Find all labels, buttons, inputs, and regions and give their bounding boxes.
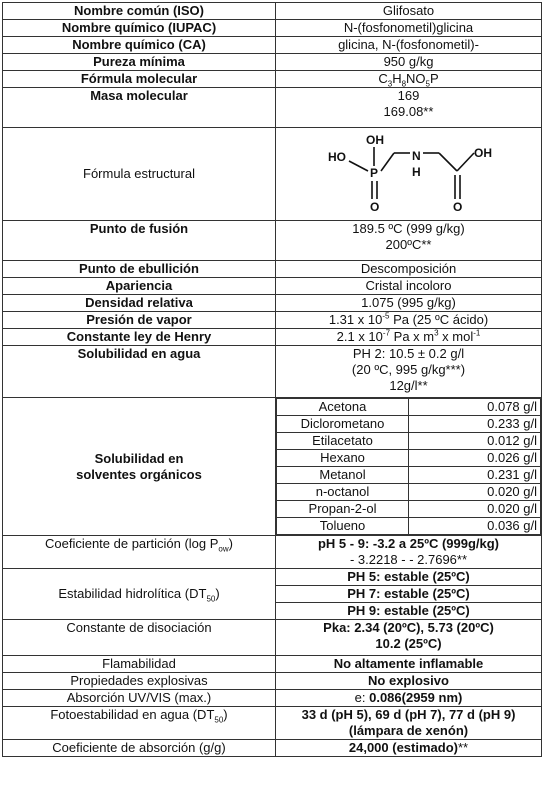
table-row — [3, 128, 542, 221]
row-value: 24,000 (estimado)** — [276, 740, 542, 757]
solvent-row — [277, 484, 541, 501]
value-line: 10.2 (25ºC) — [375, 636, 442, 651]
row-label: Fórmula molecular — [3, 71, 276, 88]
row-label: Punto de ebullición — [3, 261, 276, 278]
row-value: 1.075 (995 g/kg) — [276, 295, 542, 312]
row-label: Propiedades explosivas — [3, 673, 276, 690]
solvent-row — [277, 416, 541, 433]
value-line: 189.5 ºC (999 g/kg) — [352, 221, 465, 236]
row-label: Fotoestabilidad en agua $(DT_{50})$ — [3, 707, 276, 740]
solvent-value: 0.020 g/l — [409, 501, 541, 518]
struct-oh-right: OH — [473, 146, 492, 160]
stability-cell — [276, 569, 542, 620]
solvent-name: Tolueno — [277, 518, 409, 535]
row-label: Solubilidad en solventes orgánicos — [3, 398, 276, 536]
value-line: (20 ºC, 995 g/kg***) — [351, 362, 466, 377]
value-line: 169 — [397, 88, 420, 103]
row-label: Coeficiente de absorción (g/g) — [3, 740, 276, 757]
struct-oh-top: OH — [365, 133, 384, 147]
table-row — [3, 398, 542, 536]
value-line: 33 d (pH 5), 69 d (pH 7), 77 d (pH 9) — [301, 707, 516, 722]
row-value — [276, 346, 542, 398]
solvent-name: Propan-2-ol — [277, 501, 409, 518]
row-value — [276, 707, 542, 740]
table-row — [3, 707, 542, 740]
table-row — [3, 740, 542, 757]
value-line: PH 5: estable (25ºC) — [276, 569, 541, 586]
solvent-name: Etilacetato — [277, 433, 409, 450]
table-row — [3, 3, 542, 20]
row-value — [276, 221, 542, 261]
solvent-name: Diclorometano — [277, 416, 409, 433]
properties-table — [2, 2, 542, 757]
value-line: 12g/l** — [389, 378, 428, 393]
solvent-row — [277, 467, 541, 484]
value-line: - 3.2218 - - 2.7696** — [349, 552, 468, 567]
row-label: Punto de fusión — [3, 221, 276, 261]
row-label: Densidad relativa — [3, 295, 276, 312]
row-label: Coeficiente de partición (log $P_{ow}$) — [3, 536, 276, 569]
solvents-cell — [276, 398, 542, 536]
struct-o-bottom-2: O — [452, 200, 462, 214]
table-row — [3, 221, 542, 261]
solvent-name: n-octanol — [277, 484, 409, 501]
row-value: 2.1 x $10^{-7}$ Pa x $m^3$ x mol$^{-1}$ — [276, 329, 542, 346]
row-value: 950 g/kg — [276, 54, 542, 71]
value-line: Pka: 2.34 (20ºC), 5.73 (20ºC) — [323, 620, 494, 635]
row-label: Nombre químico (CA) — [3, 37, 276, 54]
table-row — [3, 54, 542, 71]
row-label: Constante ley de Henry — [3, 329, 276, 346]
row-value: No explosivo — [276, 673, 542, 690]
solvent-value: 0.026 g/l — [409, 450, 541, 467]
solvent-name: Metanol — [277, 467, 409, 484]
solvent-value: 0.012 g/l — [409, 433, 541, 450]
row-label: Fórmula estructural — [3, 128, 276, 221]
solvent-row — [277, 518, 541, 535]
table-row — [3, 346, 542, 398]
table-row — [3, 312, 542, 329]
row-value — [276, 620, 542, 656]
row-value: Cristal incoloro — [276, 278, 542, 295]
table-row — [3, 71, 542, 88]
struct-ho-left: HO — [327, 150, 346, 164]
struct-n: N — [411, 149, 421, 163]
table-row — [3, 295, 542, 312]
table-row — [3, 536, 542, 569]
value-line: PH 9: estable (25ºC) — [347, 603, 470, 618]
table-row — [3, 690, 542, 707]
glyphosate-structure-image — [324, 131, 494, 217]
table-row — [3, 673, 542, 690]
row-label: Nombre químico (IUPAC) — [3, 20, 276, 37]
row-label: Flamabilidad — [3, 656, 276, 673]
table-row — [3, 88, 542, 128]
row-label: Masa molecular — [3, 88, 276, 128]
row-label: Constante de disociación — [3, 620, 276, 656]
row-label: Estabilidad hidrolítica $(DT_{50})$ — [3, 569, 276, 620]
row-value — [276, 536, 542, 569]
table-row — [3, 261, 542, 278]
value-line: PH 7: estable (25ºC) — [276, 586, 541, 603]
row-label: Absorción UV/VIS (max.) — [3, 690, 276, 707]
row-value — [276, 88, 542, 128]
table-row — [3, 278, 542, 295]
table-row — [3, 620, 542, 656]
table-row — [3, 656, 542, 673]
row-value: 1.31 x $10^{-5}$ Pa (25 ºC ácido) — [276, 312, 542, 329]
solvent-value: 0.231 g/l — [409, 467, 541, 484]
row-value: Descomposición — [276, 261, 542, 278]
value-line: (lámpara de xenón) — [348, 723, 469, 738]
row-label: Presión de vapor — [3, 312, 276, 329]
solvent-value: 0.078 g/l — [409, 399, 541, 416]
row-label: Nombre común (ISO) — [3, 3, 276, 20]
solvent-name: Acetona — [277, 399, 409, 416]
solvent-row — [277, 501, 541, 518]
solvent-row — [277, 399, 541, 416]
solvent-value: 0.233 g/l — [409, 416, 541, 433]
table-row — [3, 329, 542, 346]
structural-formula — [276, 128, 542, 221]
struct-h: H — [411, 165, 421, 179]
row-value: No altamente inflamable — [276, 656, 542, 673]
solvent-value: 0.036 g/l — [409, 518, 541, 535]
table-row — [3, 37, 542, 54]
row-label: Pureza mínima — [3, 54, 276, 71]
struct-o-bottom: O — [369, 200, 379, 214]
row-value: glicina, N-(fosfonometil)- — [276, 37, 542, 54]
solvent-row — [277, 433, 541, 450]
value-line: 200ºC** — [385, 237, 432, 252]
molecular-formula: $C_3H_8NO_5P$ — [276, 71, 542, 88]
solvent-value: 0.020 g/l — [409, 484, 541, 501]
row-label: Apariencia — [3, 278, 276, 295]
row-value: e: 0.086(2959 nm) — [276, 690, 542, 707]
solvent-name: Hexano — [277, 450, 409, 467]
value-line: pH 5 - 9: -3.2 a 25ºC (999g/kg) — [317, 536, 500, 551]
table-row — [3, 569, 542, 620]
solvents-table — [276, 398, 541, 535]
row-label: Solubilidad en agua — [3, 346, 276, 398]
value-line: PH 2: 10.5 ± 0.2 g/l — [352, 346, 465, 361]
row-value: N-(fosfonometil)glicina — [276, 20, 542, 37]
value-line: 169.08** — [383, 104, 434, 119]
table-row — [3, 20, 542, 37]
row-value: Glifosato — [276, 3, 542, 20]
struct-p: P — [369, 166, 378, 180]
solvent-row — [277, 450, 541, 467]
